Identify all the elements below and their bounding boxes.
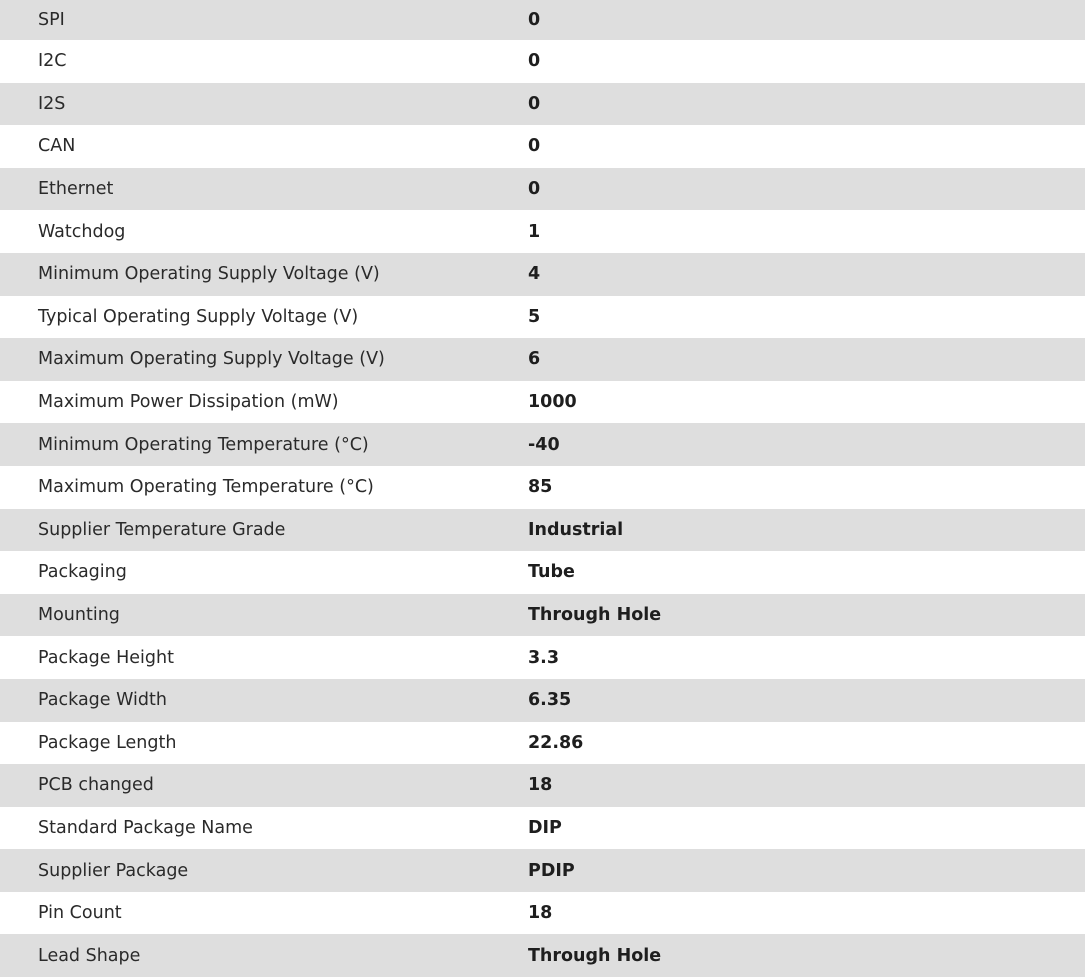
spec-value: Industrial xyxy=(528,519,624,540)
spec-label: Minimum Operating Supply Voltage (V) xyxy=(38,264,380,285)
spec-label: Maximum Power Dissipation (mW) xyxy=(38,392,339,413)
spec-row-pcb-changed xyxy=(0,764,1085,807)
spec-row-lead-shape xyxy=(0,934,1085,977)
spec-value: Through Hole xyxy=(528,605,662,626)
spec-row-ethernet xyxy=(0,168,1085,211)
spec-value: 22.86 xyxy=(528,732,584,753)
spec-value: PDIP xyxy=(528,860,575,881)
spec-label: Standard Package Name xyxy=(38,817,253,838)
spec-row-package-width xyxy=(0,679,1085,722)
spec-row-standard-package-name xyxy=(0,807,1085,850)
spec-value: 0 xyxy=(528,93,541,114)
spec-label: Watchdog xyxy=(38,221,126,242)
spec-label: Typical Operating Supply Voltage (V) xyxy=(38,306,359,327)
spec-row-i2s xyxy=(0,83,1085,126)
spec-label: Lead Shape xyxy=(38,945,141,966)
spec-row-typ-supply-voltage xyxy=(0,296,1085,339)
spec-row-min-supply-voltage xyxy=(0,253,1085,296)
spec-label: PCB changed xyxy=(38,775,154,796)
spec-label: I2C xyxy=(38,51,67,72)
spec-value: 6 xyxy=(528,349,541,370)
spec-row-mounting xyxy=(0,594,1085,637)
spec-row-packaging xyxy=(0,551,1085,594)
spec-label: SPI xyxy=(38,10,65,30)
spec-label: Ethernet xyxy=(38,179,114,200)
spec-label: Packaging xyxy=(38,562,127,583)
spec-row-package-length xyxy=(0,722,1085,765)
spec-value: 18 xyxy=(528,775,553,796)
spec-label: Pin Count xyxy=(38,903,122,924)
spec-value: 85 xyxy=(528,477,553,498)
spec-value: -40 xyxy=(528,434,560,455)
spec-row-can xyxy=(0,125,1085,168)
spec-value: 4 xyxy=(528,264,541,285)
spec-value: 1 xyxy=(528,221,541,242)
spec-label: Supplier Package xyxy=(38,860,189,881)
spec-value: 3.3 xyxy=(528,647,560,668)
spec-label: Package Height xyxy=(38,647,174,668)
spec-label: Package Width xyxy=(38,690,167,711)
spec-label: Maximum Operating Temperature (°C) xyxy=(38,477,374,498)
spec-row-pin-count xyxy=(0,892,1085,935)
spec-row-spi xyxy=(0,0,1085,40)
spec-row-temperature-grade xyxy=(0,509,1085,552)
spec-value: 0 xyxy=(528,10,541,30)
spec-label: Mounting xyxy=(38,605,120,626)
spec-value: Through Hole xyxy=(528,945,662,966)
spec-row-max-supply-voltage xyxy=(0,338,1085,381)
spec-row-i2c xyxy=(0,40,1085,83)
spec-label: CAN xyxy=(38,136,76,157)
spec-row-max-operating-temp xyxy=(0,466,1085,509)
spec-value: DIP xyxy=(528,817,562,838)
spec-value: 0 xyxy=(528,179,541,200)
spec-row-max-power-dissipation xyxy=(0,381,1085,424)
spec-label: I2S xyxy=(38,93,66,114)
spec-label: Package Length xyxy=(38,732,177,753)
spec-value: 0 xyxy=(528,51,541,72)
spec-value: 5 xyxy=(528,306,541,327)
spec-row-watchdog xyxy=(0,210,1085,253)
spec-row-min-operating-temp xyxy=(0,423,1085,466)
spec-label: Minimum Operating Temperature (°C) xyxy=(38,434,369,455)
spec-value: 0 xyxy=(528,136,541,157)
spec-row-supplier-package xyxy=(0,849,1085,892)
spec-label: Supplier Temperature Grade xyxy=(38,519,286,540)
spec-label: Maximum Operating Supply Voltage (V) xyxy=(38,349,385,370)
spec-value: Tube xyxy=(528,562,575,583)
spec-row-package-height xyxy=(0,636,1085,679)
spec-value: 18 xyxy=(528,903,553,924)
spec-value: 6.35 xyxy=(528,690,572,711)
spec-value: 1000 xyxy=(528,392,577,413)
